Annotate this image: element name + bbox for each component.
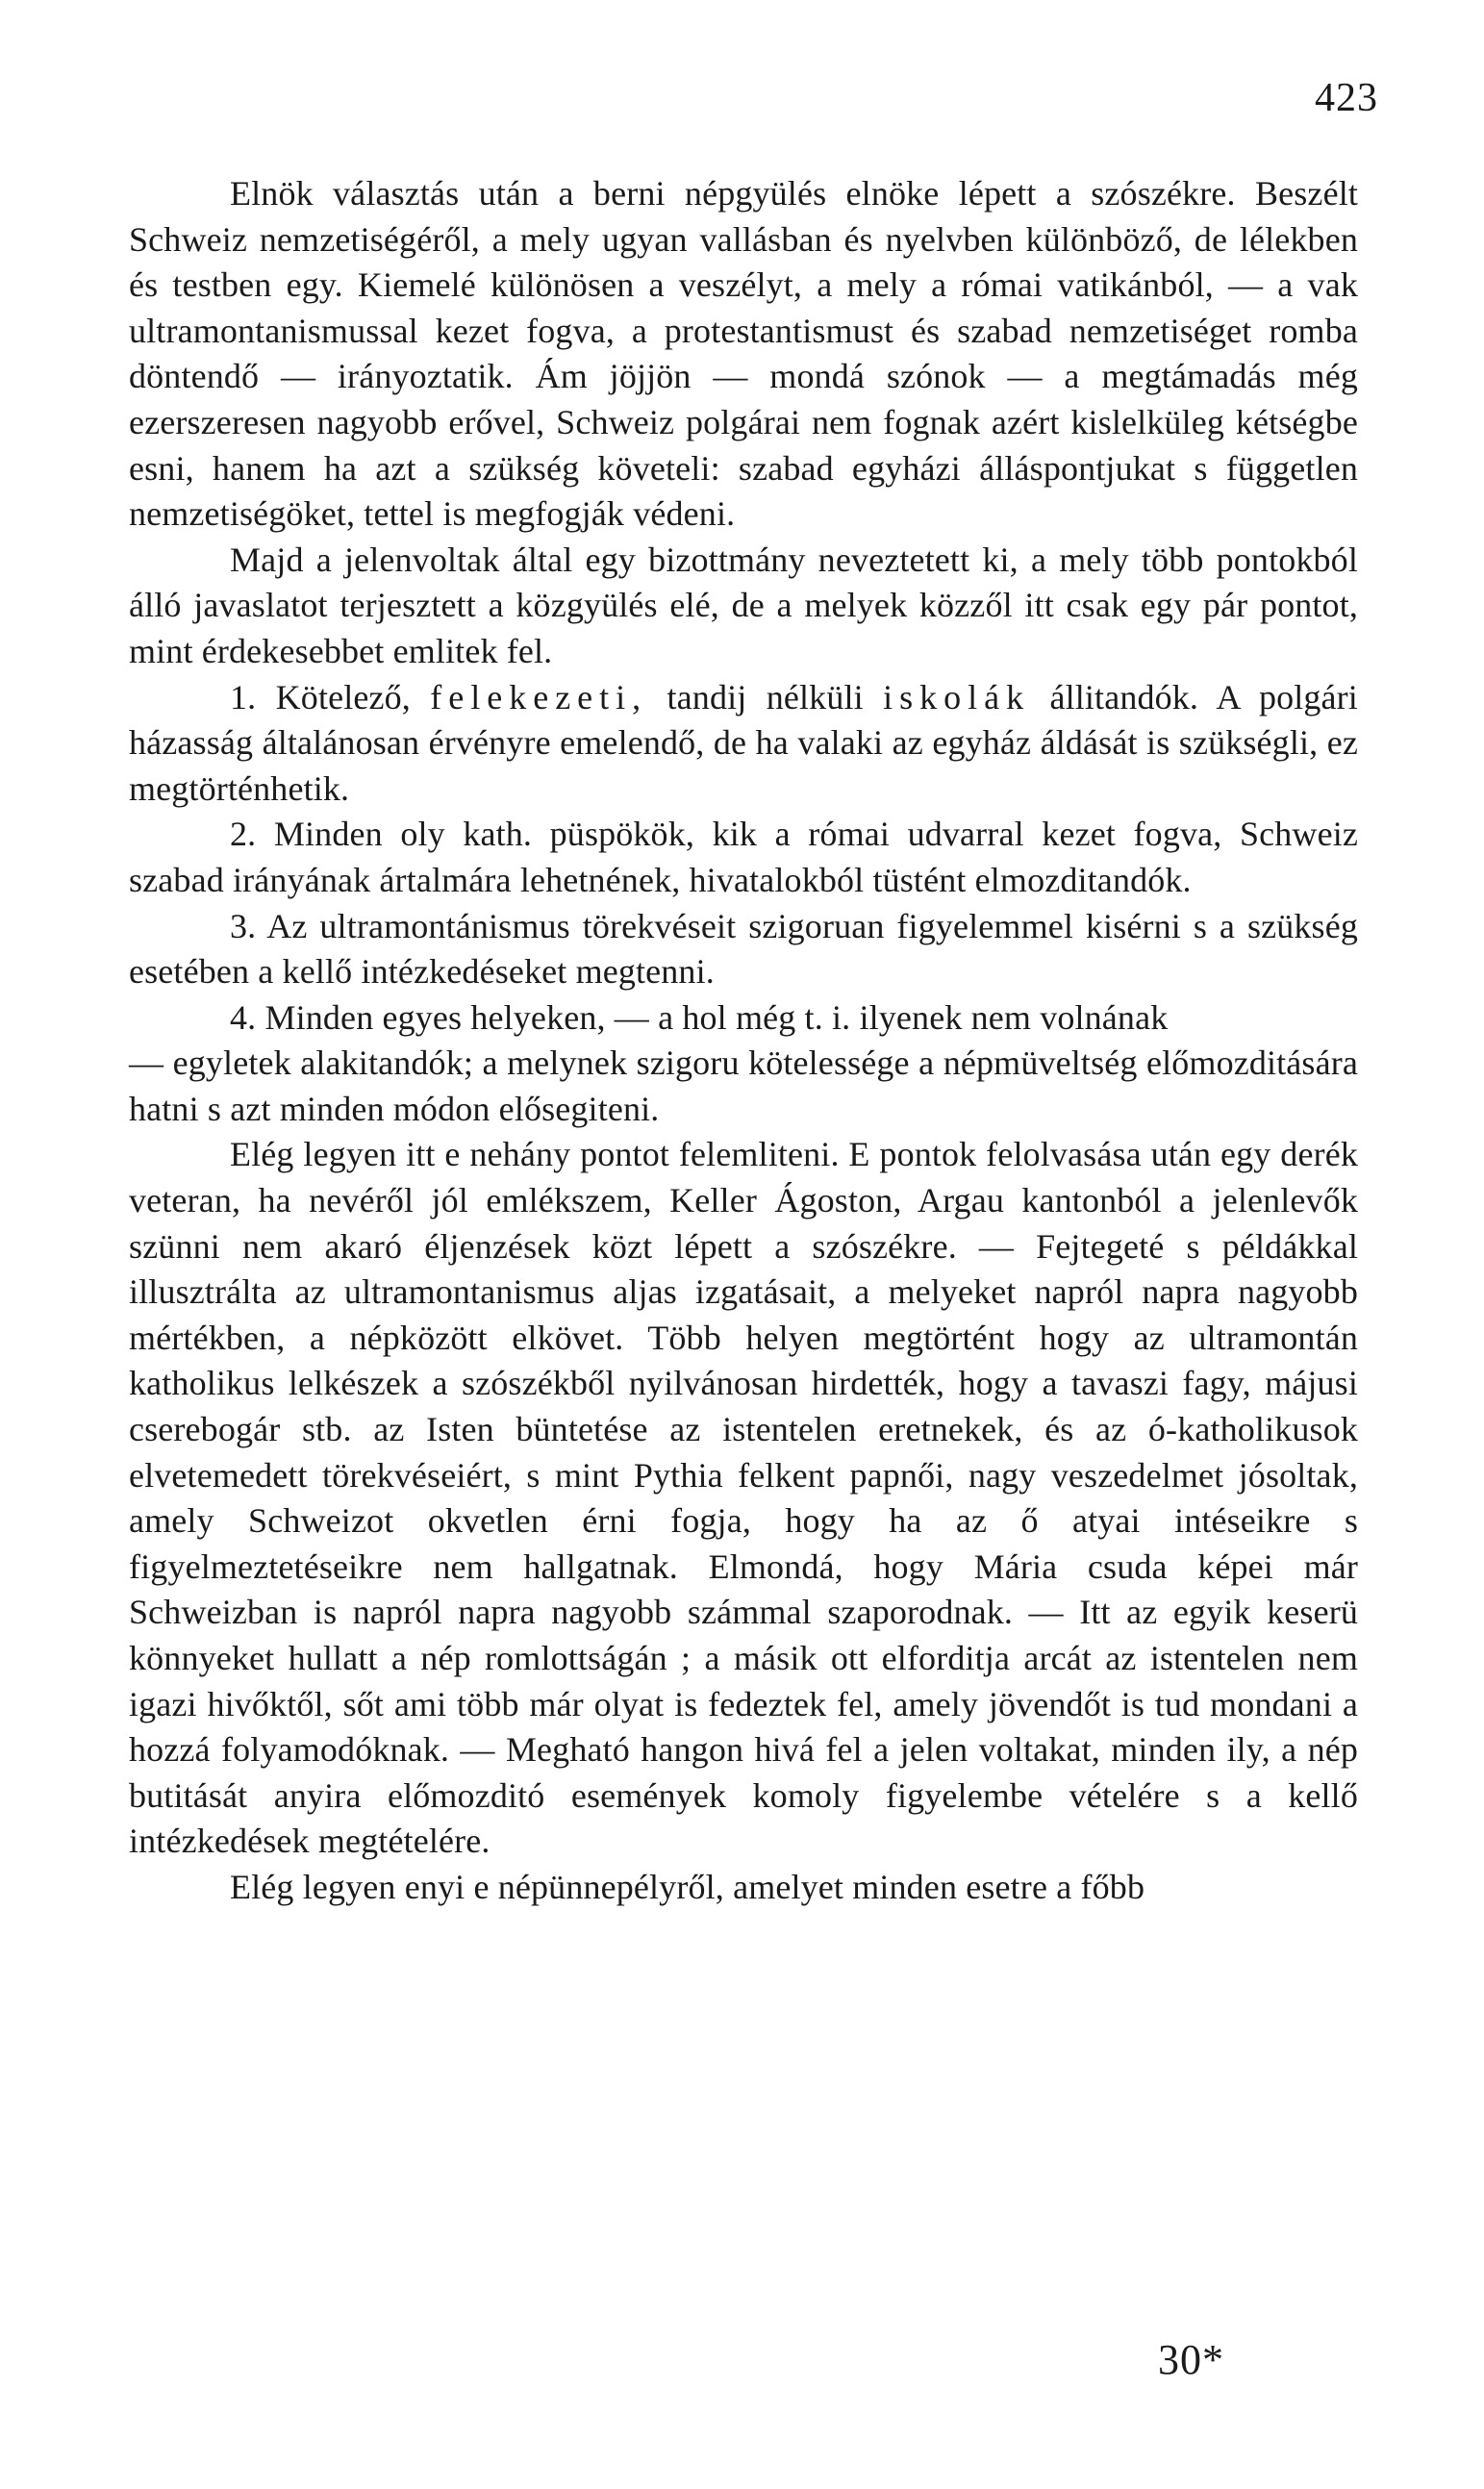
point-1 xyxy=(129,675,1358,813)
point-1-suffix: állitandók. A polgári házasság általánosan érvényre emelendő, de ha valaki az egyház áldását is szükségli, ez megtörténhetik. xyxy=(129,677,1358,808)
paragraph-keller: Elég legyen itt e nehány pontot felemliteni. E pontok felolvasása után egy derék veteran, ha nevéről jól emlékszem, Keller Ágoston, Argau kantonból a jelenlevők szünni nem akaró éljenzések közt lépett a szószékre. — Fejtegeté s példákkal illusztrálta az ultramontanismus aljas izgatásait, a melyeket napról napra nagyobb mértékben, a népközött elkövet. Több helyen megtörtént hogy az ultramontán katholikus lelkészek a szószékből nyilvánosan hirdették, hogy a tavaszi fagy, májusi cserebogár stb. az Isten büntetése az istentelen eretnekek, és az ó-katholikusok elvetemedett törekvéseiért, s mint Pythia felkent papnői, nagy veszedelmet jósoltak, amely Schweizot okvetlen érni fogja, hogy ha az ő atyai intéseikre s figyelmeztetéseikre nem hallgatnak. Elmondá, hogy Mária csuda képei már Schweizban is napról napra nagyobb számmal szaporodnak. — Itt az egyik keserü könnyeket hullatt a nép romlottságán ; a másik ott elforditja arcát az istentelen nem igazi hivőktől, sőt ami több már olyat is fedeztek fel, amely jövendőt is tud mondani a hozzá folyamodóknak. — Megható hangon hivá fel a jelen voltakat, minden ily, a nép butitását anyira előmozditó események komoly figyelembe vételére s a kellő intézkedések megtételére. xyxy=(129,1135,1358,1861)
point-1-prefix: 1. Kötelező, xyxy=(230,677,411,717)
point-4-continuation: — egyletek alakitandók; a melynek szigoru kötelessége a népmüveltség előmozditására hatni s azt minden módon elősegiteni. xyxy=(129,1043,1358,1128)
paragraph-speech: Elnök választás után a berni népgyülés elnöke lépett a szószékre. Beszélt Schweiz nemzetiségéről, a mely ugyan vallásban és nyelvben különböző, de lélekben és testben egy. Kiemelé különösen a veszélyt, a mely a római vatikánból, — a vak ultramontanismussal kezet fogva, a protestantismust és szabad nemzetiséget romba döntendő — irányoztatik. Ám jöjjön — mondá szónok — a megtámadás még ezerszeresen nagyobb erővel, Schweiz polgárai nem fognak azért kislelküleg kétségbe esni, hanem ha azt a szükség követeli: szabad egyházi álláspontjukat s független nemzetiségöket, tettel is megfogják védeni. xyxy=(129,174,1358,534)
point-1-emphasis-denominational: felekezeti, xyxy=(430,677,648,717)
point-3: 3. Az ultramontánismus törekvéseit szigoruan figyelemmel kisérni s a szükség esetében a kellő intézkedéseket megtenni. xyxy=(129,906,1358,992)
signature-mark: 30* xyxy=(1158,2336,1224,2383)
page-number: 423 xyxy=(1315,76,1378,120)
paragraph-closing: Elég legyen enyi e népünnepélyről, amelyet minden esetre a főbb xyxy=(230,1867,1145,1906)
point-2: 2. Minden oly kath. püspökök, kik a római udvarral kezet fogva, Schweiz szabad irányának ártalmára lehetnének, hivatalokból tüstént elmozditandók. xyxy=(129,815,1358,899)
point-1-middle: tandij nélküli xyxy=(667,677,864,717)
body-text xyxy=(129,171,1358,1911)
paragraph-committee: Majd a jelenvoltak által egy bizottmány neveztetett ki, a mely több pontokból álló javaslatot terjesztett a közgyülés elé, de a melyek közzől itt csak egy pár pontot, mint érdekesebbet emlitek fel. xyxy=(129,540,1358,670)
point-4-lead: 4. Minden egyes helyeken, — a hol még t. i. ilyenek nem volnának xyxy=(230,997,1169,1037)
point-1-emphasis-schools: iskolák xyxy=(883,677,1031,717)
